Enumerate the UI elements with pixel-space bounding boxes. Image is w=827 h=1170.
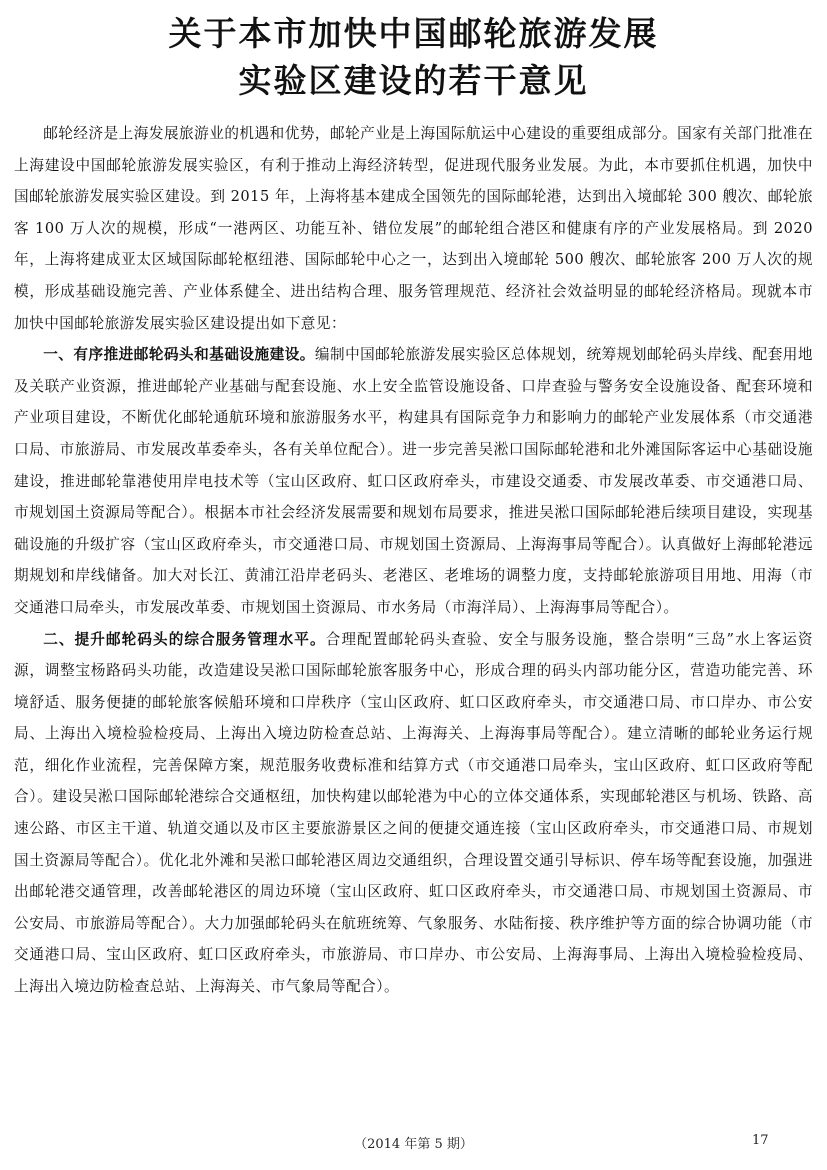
intro-paragraph xyxy=(14,118,813,339)
section-1-heading: 一、有序推进邮轮码头和基础设施建设。 xyxy=(43,346,315,364)
document-title-line-1: 关于本市加快中国邮轮旅游发展 xyxy=(168,14,659,53)
issue-label: （2014 年第 5 期） xyxy=(354,1137,473,1152)
page-footer xyxy=(0,1133,827,1153)
section-2-paragraph xyxy=(14,624,813,1003)
paragraph-text: 编制中国邮轮旅游发展实验区总体规划，统筹规划邮轮码头岸线、配套用地及关联产业资源，推进邮轮产业基础与配套设施、水上安全监管设施设备、口岸查验与警务安全设施设备、配套环境和产业项目建设，不断优化邮轮通航环境和旅游服务水平，构建具有国际竞争力和影响力的邮轮产业发展体系（市交通港口局、市旅游局、市发展改革委牵头，各有关单位配合）。进一步完善吴淞口国际邮轮港和北外滩国际客运中心基础设施建设，推进邮轮靠港使用岸电技术等（宝山区政府、虹口区政府牵头，市建设交通委、市发展改革委、市交通港口局、市规划国土资源局等配合）。根据本市社会经济发展需要和规划布局要求，推进吴淞口国际邮轮港后续项目建设，实现基础设施的升级扩容（宝山区政府牵头，市交通港口局、市规划国土资源局、上海海事局等配合）。认真做好上海邮轮港远期规划和岸线储备。加大对长江、黄浦江沿岸老码头、老港区、老堆场的调整力度，支持邮轮旅游项目用地、用海（市交通港口局牵头，市发展改革委、市规划国土资源局、市水务局（市海洋局）、上海海事局等配合）。 xyxy=(14,346,813,616)
paragraph-text: 邮轮经济是上海发展旅游业的机遇和优势，邮轮产业是上海国际航运中心建设的重要组成部分。国家有关部门批准在上海建设中国邮轮旅游发展实验区，有利于推动上海经济转型，促进现代服务业发展。为此，本市要抓住机遇，加快中国邮轮旅游发展实验区建设。到 2015 年，上海将基本建成全国领先的国际邮轮港，达到出入境邮轮 300 艘次、邮轮旅客 100 万人次的规模，形成“一港两区、功能互补、错位发展”的邮轮组合港区和健康有序的产业发展格局。到 2020 年，上海将建成亚太区域国际邮轮枢纽港、国际邮轮中心之一，达到出入境邮轮 500 艘次、邮轮旅客 200 万人次的规模，形成基础设施完善、产业体系健全、进出结构合理、服务管理规范、经济社会效益明显的邮轮经济格局。现就本市加快中国邮轮旅游发展实验区建设提出如下意见： xyxy=(14,125,813,332)
page-number: 17 xyxy=(752,1133,769,1148)
section-2-heading: 二、提升邮轮码头的综合服务管理水平。 xyxy=(43,630,326,648)
section-1-paragraph xyxy=(14,339,813,623)
document-body xyxy=(14,118,813,1003)
document-title-line-2: 实验区建设的若干意见 xyxy=(238,61,589,100)
paragraph-text: 合理配置邮轮码头查验、安全与服务设施，整合崇明“三岛”水上客运资源，调整宝杨路码头功能，改造建设吴淞口国际邮轮旅客服务中心，形成合理的码头内部功能分区，营造功能完善、环境舒适、服务便捷的邮轮旅客候船环境和口岸秩序（宝山区政府、虹口区政府牵头，市交通港口局、市口岸办、市公安局、上海出入境检验检疫局、上海出入境边防检查总站、上海海关、上海海事局等配合）。建立清晰的邮轮业务运行规范，细化作业流程，完善保障方案，规范服务收费标准和结算方式（市交通港口局牵头，宝山区政府、虹口区政府等配合）。建设吴淞口国际邮轮港综合交通枢纽，加快构建以邮轮港为中心的立体交通体系，实现邮轮港区与机场、铁路、高速公路、市区主干道、轨道交通以及市区主要旅游景区之间的便捷交通连接（宝山区政府牵头，市交通港口局、市规划国土资源局等配合）。优化北外滩和吴淞口邮轮港区周边交通组织，合理设置交通引导标识、停车场等配套设施，加强进出邮轮港交通管理，改善邮轮港区的周边环境（宝山区政府、虹口区政府牵头，市交通港口局、市规划国土资源局、市公安局、市旅游局等配合）。大力加强邮轮码头在航班统筹、气象服务、水陆衔接、秩序维护等方面的综合协调功能（市交通港口局、宝山区政府、虹口区政府牵头，市旅游局、市口岸办、市公安局、上海海事局、上海出入境检验检疫局、上海出入境边防检查总站、上海海关、市气象局等配合）。 xyxy=(14,630,813,996)
